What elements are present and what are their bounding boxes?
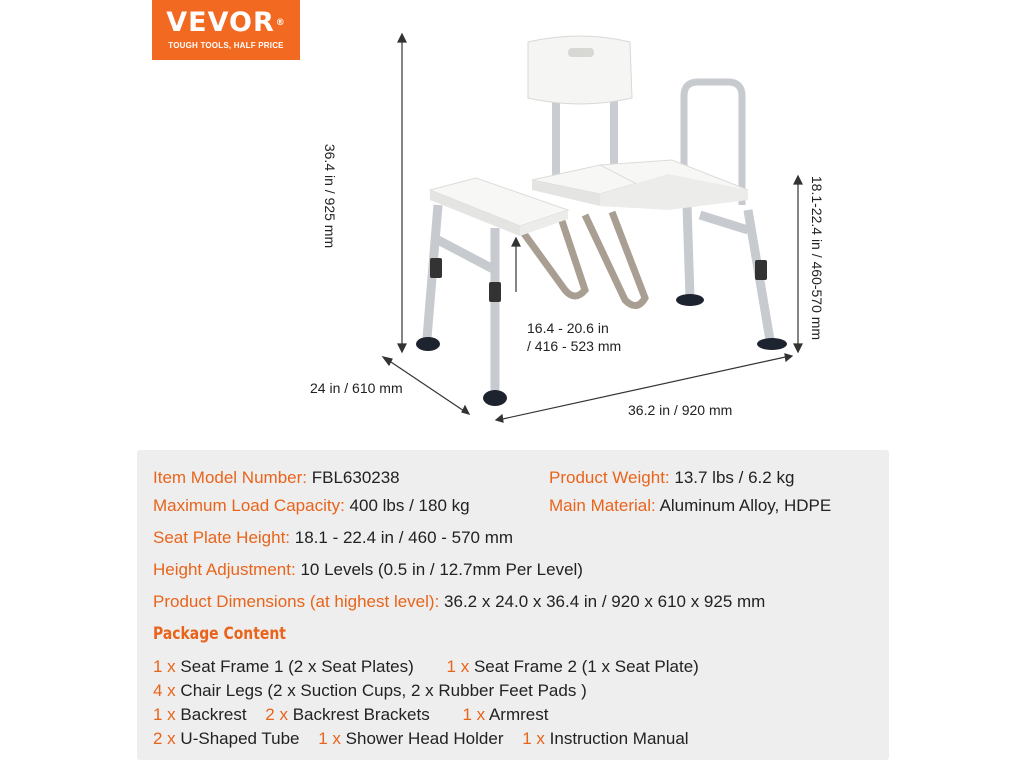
spec-value: 18.1 - 22.4 in / 460 - 570 mm: [294, 528, 514, 547]
spec-label: Product Dimensions (at highest level):: [153, 592, 440, 611]
spec-value: 10 Levels (0.5 in / 12.7mm Per Level): [300, 560, 583, 579]
package-item: Chair Legs (2 x Suction Cups, 2 x Rubber Feet Pads ): [180, 681, 587, 700]
package-content-title: Package Content: [153, 624, 286, 644]
inner-span-line-2: / 416 - 523 mm: [527, 338, 622, 354]
spec-material: [549, 496, 831, 516]
package-line: [153, 681, 587, 701]
package-item: Backrest Brackets: [292, 705, 430, 724]
spec-load-capacity: [153, 496, 470, 516]
package-line: [153, 705, 548, 725]
package-line: [153, 657, 699, 677]
package-qty: 1 x: [462, 705, 486, 724]
spec-label: Item Model Number:: [153, 468, 307, 487]
inner-span-dimension-label: [527, 319, 621, 355]
spec-value: 13.7 lbs / 6.2 kg: [674, 468, 795, 487]
package-item: U-Shaped Tube: [180, 729, 300, 748]
spec-model: [153, 468, 400, 488]
width-dimension-label: 36.2 in / 920 mm: [628, 402, 733, 418]
depth-dimension-label: 24 in / 610 mm: [310, 380, 403, 396]
logo-wordmark: VEVOR®: [166, 7, 286, 38]
package-item: Seat Frame 1 (2 x Seat Plates): [180, 657, 414, 676]
package-qty: 1 x: [522, 729, 545, 748]
spec-seat-height: [153, 528, 513, 548]
package-qty: 1 x: [153, 657, 176, 676]
seat-height-dimension-label: 18.1-22.4 in / 460-570 mm: [809, 175, 826, 341]
logo-tagline: TOUGH TOOLS, HALF PRICE: [168, 41, 284, 50]
spec-label: Height Adjustment:: [153, 560, 296, 579]
package-qty: 2 x: [153, 729, 176, 748]
package-qty: 2 x: [265, 705, 288, 724]
package-item: Instruction Manual: [549, 729, 689, 748]
package-item: Shower Head Holder: [345, 729, 504, 748]
package-qty: 4 x: [153, 681, 176, 700]
package-qty: 1 x: [153, 705, 176, 724]
chair-legs: [427, 205, 770, 390]
spec-weight: [549, 468, 794, 488]
package-qty: 1 x: [446, 657, 470, 676]
specifications-panel: [137, 450, 889, 760]
package-item: Seat Frame 2 (1 x Seat Plate): [473, 657, 699, 676]
height-dimension-label: 36.4 in / 925 mm: [322, 143, 339, 249]
spec-label: Product Weight:: [549, 468, 670, 487]
spec-value: 400 lbs / 180 kg: [349, 496, 470, 515]
spec-value: 36.2 x 24.0 x 36.4 in / 920 x 610 x 925 mm: [444, 592, 766, 611]
package-line: [153, 729, 689, 749]
package-item: Backrest: [180, 705, 247, 724]
spec-value: Aluminum Alloy, HDPE: [659, 496, 832, 515]
spec-height-adjustment: [153, 560, 583, 580]
spec-dimensions: [153, 592, 765, 612]
spec-label: Seat Plate Height:: [153, 528, 291, 547]
spec-label: Maximum Load Capacity:: [153, 496, 345, 515]
inner-span-line-1: 16.4 - 20.6 in: [527, 320, 609, 336]
spec-label: Main Material:: [549, 496, 656, 515]
package-item: Armrest: [488, 705, 549, 724]
spec-value: FBL630238: [311, 468, 400, 487]
package-qty: 1 x: [318, 729, 341, 748]
